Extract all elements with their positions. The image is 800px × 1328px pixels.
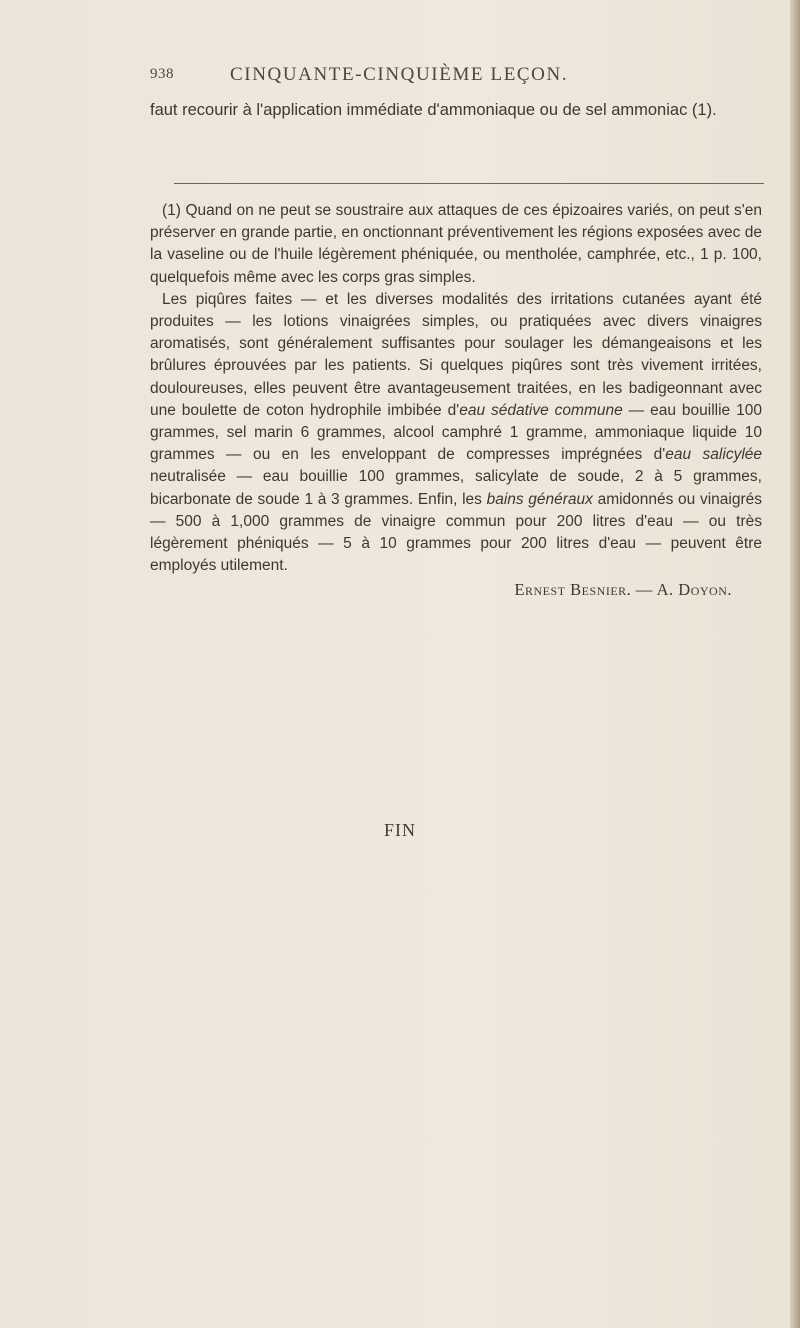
fin-label: FIN <box>383 820 416 840</box>
main-text: faut recourir à l'application immédiate d'ammoniaque ou de sel ammoniac (1). <box>150 101 717 119</box>
footnote-italic: eau sédative commune <box>459 401 623 419</box>
footnote-text: Les piqûres faites — et les diverses modalités des irritations cutanées ayant été produites — les lotions vinaigrées simples, ou pratiquées avec divers vinaigres aromatisés, sont généralement suffisantes pour soulager les démangeaisons et les brûlures éprouvées par les patients. Si quelques piqûres sont très vivement irritées, douloureuses, elles peuvent être avantageusement traitées, en les badigeonnant avec une boulette de coton hydrophile imbibée d' <box>150 290 762 419</box>
footnote-text: — eau bouillie 100 grammes, sel marin 6 grammes, alcool camphré 1 gramme, ammoniaque liquide 10 grammes — ou en les enveloppant de compresses imprégnées d' <box>150 401 762 464</box>
page-number: 938 <box>150 66 174 82</box>
page-edge <box>790 0 800 1328</box>
footnote-separator <box>174 183 764 184</box>
footnote <box>150 200 762 602</box>
page-header <box>150 64 760 94</box>
running-head: CINQUANTE-CINQUIÈME LEÇON. <box>230 64 569 85</box>
footnote-paragraph-1: (1) Quand on ne peut se soustraire aux attaques de ces épizoaires variés, on peut s'en préserver en grande partie, en onctionnant préventivement les régions exposées avec de la vaseline ou de l'huile légèrement phéniquée, ou mentholée, camphrée, etc., 1 p. 100, quelquefois même avec les corps gras simples. <box>150 202 762 286</box>
footnote-italic: eau salicylée <box>665 446 762 464</box>
footnote-text: neutralisée — eau bouillie 100 grammes, salicylate de soude, 2 à 5 grammes, bicarbonate de soude 1 à 3 grammes. Enfin, les <box>150 468 762 508</box>
signature: Ernest Besnier. — A. Doyon. <box>514 580 732 600</box>
footnote-italic: bains généraux <box>486 490 593 508</box>
footnote-paragraph-2 <box>150 289 762 578</box>
footnote-text: amidonnés ou vinaigrés — 500 à 1,000 grammes de vinaigre commun pour 200 litres d'eau — ou très légèrement phéniqués — 5 à 10 grammes pour 200 litres d'eau — peuvent être employés utilement. <box>150 490 762 575</box>
